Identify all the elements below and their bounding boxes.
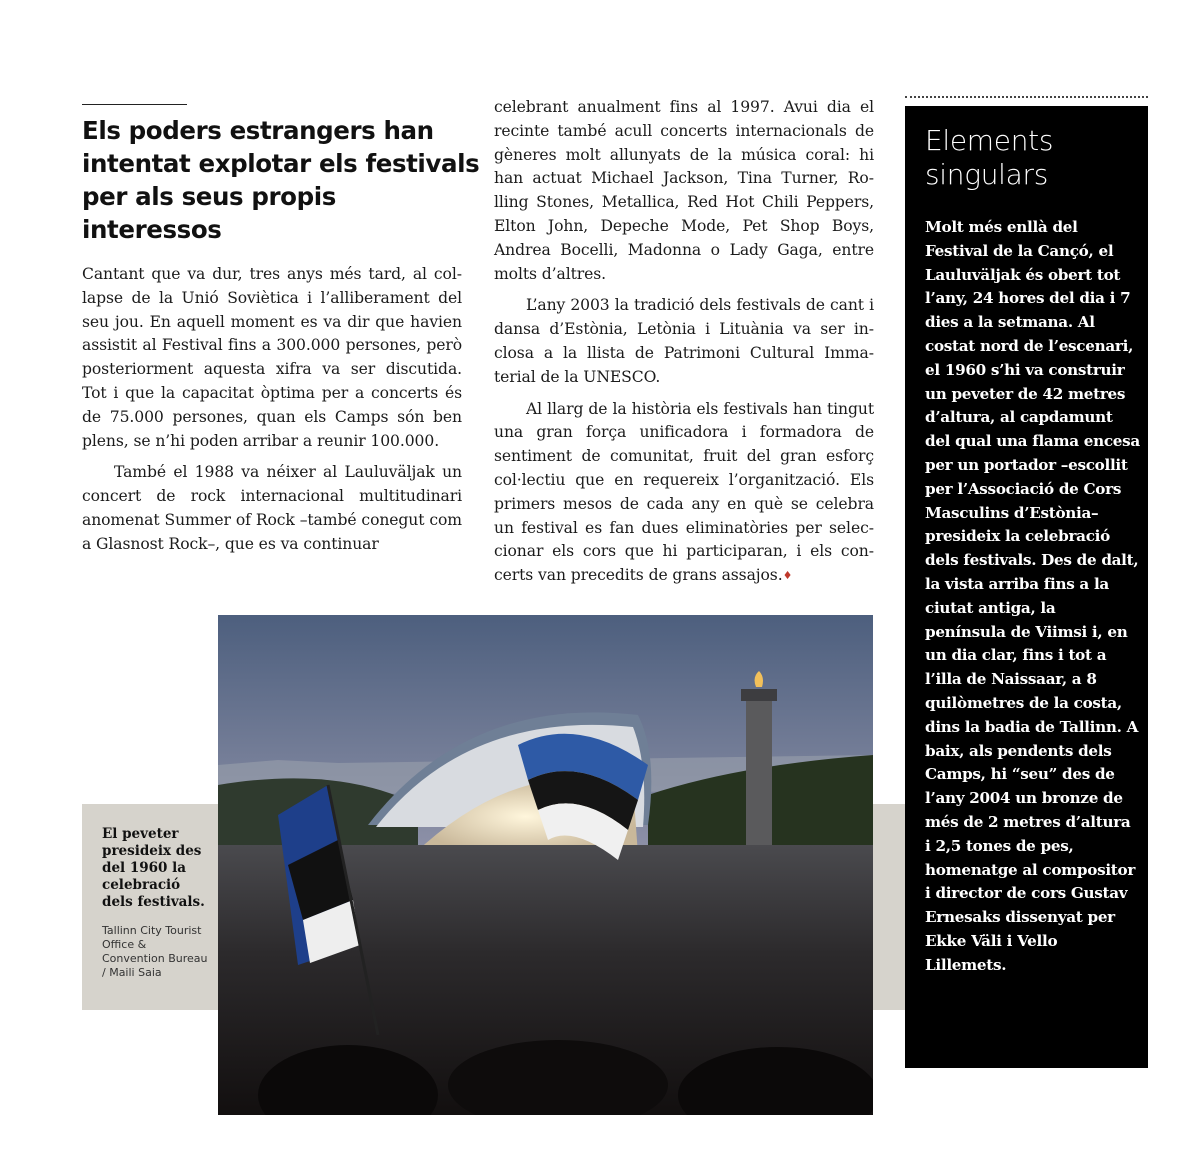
article-column-2 — [494, 96, 874, 596]
sidebar-divider — [905, 96, 1148, 98]
sidebar-box — [905, 106, 1148, 1068]
end-mark-icon: ♦ — [782, 569, 793, 583]
paragraph-text: Al llarg de la història els festivals han tingut una gran força unificadora i formadora de sentiment de comunitat, fruit del gran esforç col·lectiu que en requereix l’organització. Els primers mesos de cada any en què se celebra un festival es fan dues eliminatòries per seleccionar els cors que hi participaran, i els concerts van precedits de grans assajos. — [494, 399, 874, 585]
article-column-1 — [82, 263, 462, 565]
caption-box — [82, 804, 218, 1010]
sidebar-title — [925, 124, 1075, 192]
sidebar-title-text: Elements singulars — [925, 124, 1054, 191]
paragraph-last — [494, 398, 874, 588]
paragraph: Cantant que va dur, tres anys més tard, al collapse de la Unió Soviètica i l’alliberament del seu jou. En aquell moment es va dir que havien assistit al Festival fins a 300.000 persones, però posteriorment aquesta xifra va ser discutida. Tot i que la capacitat òptima per a concerts és de 75.000 persones, quan els Camps són ben plens, se n’hi poden arribar a reunir 100.000. — [82, 265, 462, 450]
caption-title: El peveter presideix des del 1960 la celebració dels festivals. — [102, 826, 205, 910]
paragraph: També el 1988 va néixer al Lauluväljak un concert de rock internacional multitudinari anomenat Summer of Rock –també conegut com a Glasnost Rock–, que es va continuar — [82, 463, 462, 553]
caption-band-right — [873, 804, 905, 1010]
headline-rule — [82, 104, 187, 105]
article-headline: Els poders estrangers han intentat explotar els festivals per als seus propis interessos — [82, 116, 480, 244]
photo-credit: Tallinn City Tourist Office & Convention Bureau / Maili Saia — [102, 924, 208, 979]
sidebar-body: Molt més enllà del Festival de la Cançó, el Lauluväljak és obert tot l’any, 24 hores del dia i 7 dies a la setmana. Al costat nord de l’escenari, el 1960 s’hi va construir un peveter de 42 metres d’altura, al capdamunt del qual una flama encesa per un portador –escollit per l’Associació de Cors Masculins d’Estònia– presideix la celebració dels festivals. Des de dalt, la vista arriba fins a la ciutat antiga, la península de Viimsi i, en un dia clar, fins i tot a l’illa de Naissaar, a 8 quilòmetres de la costa, dins la badia de Tallinn. A baix, als pendents dels Camps, hi “seu” des de l’any 2004 un bronze de més de 2 metres d’altura i 2,5 tones de pes, homenatge al compositor i director de cors Gustav Ernesaks dissenyat per Ekke Väli i Vello Lillemets. — [925, 218, 1140, 974]
paragraph: L’any 2003 la tradició dels festivals de cant i dansa d’Estònia, Letònia i Lituània va ser inclosa a la llista de Patrimoni Cultural Immaterial de la UNESCO. — [494, 296, 874, 386]
festival-photo — [218, 615, 873, 1115]
paragraph: celebrant anualment fins al 1997. Avui dia el recinte també acull concerts internacionals de gèneres molt allunyats de la música coral: hi han actuat Michael Jackson, Tina Turner, Rolling Stones, Metallica, Red Hot Chili Peppers, Elton John, Depeche Mode, Pet Shop Boys, Andrea Bocelli, Madonna o Lady Gaga, entre molts d’altres. — [494, 98, 874, 283]
